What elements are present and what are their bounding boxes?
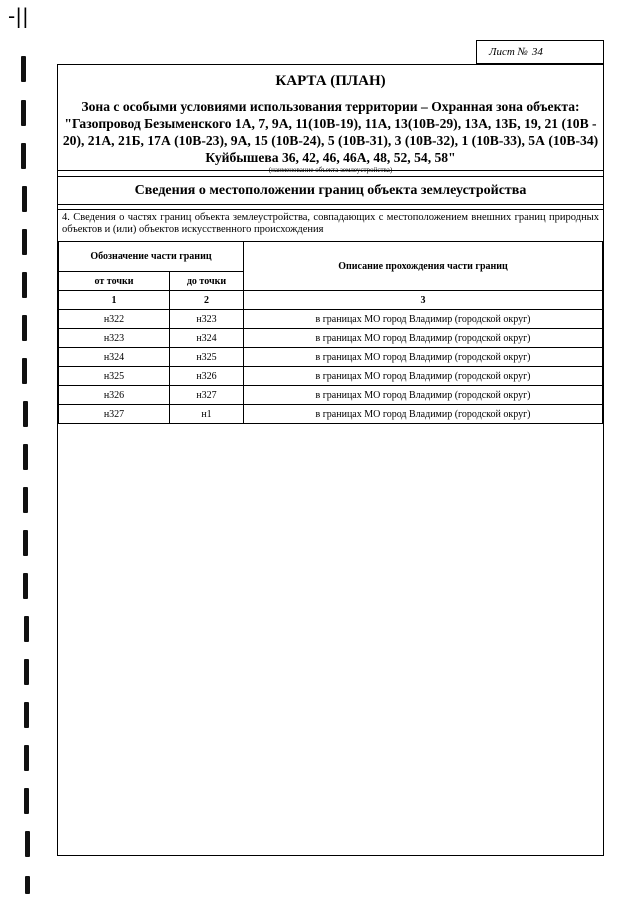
binding-mark: [22, 315, 27, 341]
table-row: [59, 310, 603, 329]
part-description: в границах МО город Владимир (городской округ): [244, 405, 603, 424]
to-point: н324: [170, 329, 244, 348]
part-description: в границах МО город Владимир (городской округ): [244, 386, 603, 405]
to-point: н1: [170, 405, 244, 424]
section-title: Сведения о местоположении границ объекта землеустройства: [134, 183, 527, 198]
binding-mark: [23, 401, 28, 427]
header-from: от точки: [59, 272, 170, 291]
sheet-number: 34: [531, 46, 543, 58]
table-row: [59, 367, 603, 386]
table-row: [59, 329, 603, 348]
part-caption: 4. Сведения о частях границ объекта землеустройства, совпадающих с местоположением внешних границ природных объектов и (или) объектов искусственного происхождения: [62, 212, 599, 235]
to-point: н327: [170, 386, 244, 405]
part-description: в границах МО город Владимир (городской округ): [244, 329, 603, 348]
to-point: н326: [170, 367, 244, 386]
header-description: Описание прохождения части границ: [244, 242, 603, 291]
binding-mark: [23, 487, 28, 513]
part-description: в границах МО город Владимир (городской округ): [244, 310, 603, 329]
binding-mark: [24, 616, 29, 642]
binding-mark: [23, 530, 28, 556]
binding-mark: [23, 573, 28, 599]
binding-mark: [24, 659, 29, 685]
binding-mark: [22, 358, 27, 384]
binding-mark: [25, 831, 30, 857]
divider: [58, 204, 603, 205]
scan-mark: -||: [8, 4, 29, 28]
part-description: в границах МО город Владимир (городской округ): [244, 348, 603, 367]
divider: [58, 209, 603, 210]
sheet-label: Лист №: [489, 46, 528, 58]
from-point: н322: [59, 310, 170, 329]
object-name-caption: (наименование объекта землеустройства): [268, 166, 393, 174]
from-point: н323: [59, 329, 170, 348]
table-row: [59, 348, 603, 367]
binding-mark: [24, 745, 29, 771]
column-number: 1: [59, 291, 170, 310]
part-description: в границах МО город Владимир (городской округ): [244, 367, 603, 386]
from-point: н326: [59, 386, 170, 405]
binding-mark: [22, 272, 27, 298]
binding-mark: [25, 876, 30, 894]
to-point: н325: [170, 348, 244, 367]
binding-mark: [24, 702, 29, 728]
header-to: до точки: [170, 272, 244, 291]
to-point: н323: [170, 310, 244, 329]
from-point: н324: [59, 348, 170, 367]
binding-mark: [24, 788, 29, 814]
binding-mark: [21, 56, 26, 82]
header-designation: Обозначение части границ: [59, 242, 244, 272]
binding-mark: [21, 143, 26, 169]
column-number: 3: [244, 291, 603, 310]
column-number: 2: [170, 291, 244, 310]
binding-mark: [21, 100, 26, 126]
binding-mark: [23, 444, 28, 470]
binding-mark: [22, 229, 27, 255]
table-row: [59, 386, 603, 405]
document-title: КАРТА (ПЛАН): [275, 73, 386, 89]
boundary-parts-table: [58, 241, 603, 424]
object-name: Зона с особыми условиями использования территории – Охранная зона объекта: "Газопровод Безыменского 1А, 7, 9А, 11(10В-19), 11А, 13(10В-29), 13А, 13Б, 19, 21 (10В - 20), 21А, 21Б, 17А (10В-23), 9А, 15 (10В-24), 5 (10В-31), 3 (10В-32), 1 (10В-33), 5А (10В-34) Куйбышева 36, 42, 46, 46А, 48, 52, 54, 58": [62, 99, 599, 165]
document-frame: [57, 64, 604, 856]
title-block: [58, 65, 603, 174]
divider: [58, 176, 603, 177]
table-row: [59, 405, 603, 424]
from-point: н325: [59, 367, 170, 386]
from-point: н327: [59, 405, 170, 424]
divider: [58, 170, 603, 171]
binding-mark: [22, 186, 27, 212]
sheet-number-box: [476, 40, 604, 64]
